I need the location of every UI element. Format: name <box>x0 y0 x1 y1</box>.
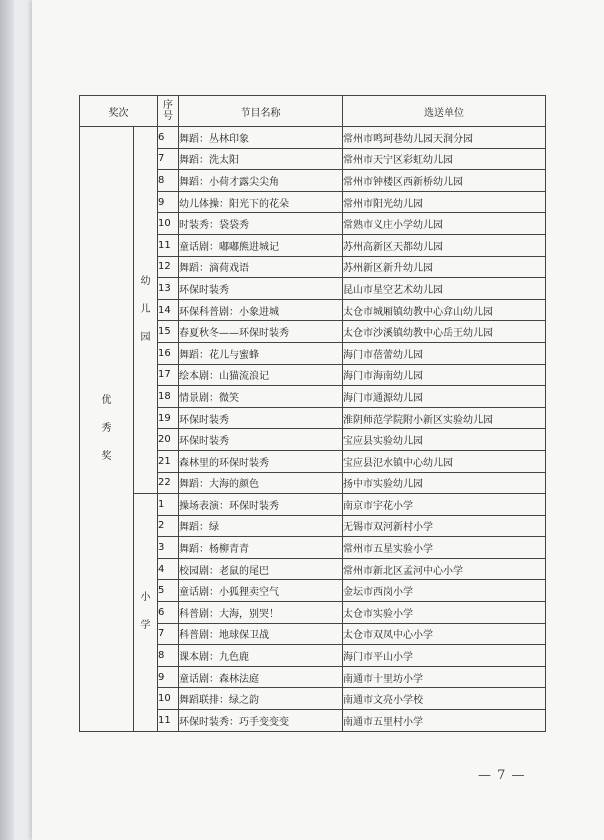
submitting-unit: 南通市文亮小学校 <box>343 688 546 710</box>
group-name-cell <box>134 494 158 732</box>
row-number: 5 <box>158 580 179 602</box>
row-number: 4 <box>158 558 179 580</box>
group-name-char: 小 <box>140 592 151 604</box>
submitting-unit: 常州市五星实验小学 <box>343 537 546 559</box>
submitting-unit: 南通市十里坊小学 <box>343 666 546 688</box>
row-number: 15 <box>158 321 179 343</box>
submitting-unit: 常州市新北区孟河中心小学 <box>343 558 546 580</box>
row-number: 17 <box>158 364 179 386</box>
submitting-unit: 常熟市义庄小学幼儿园 <box>343 213 546 235</box>
submitting-unit: 金坛市西岗小学 <box>343 580 546 602</box>
binding-shadow <box>0 0 14 840</box>
row-number: 20 <box>158 429 179 451</box>
table-body <box>80 127 546 732</box>
program-name: 绘本剧：山猫流浪记 <box>179 364 343 386</box>
row-number: 7 <box>158 148 179 170</box>
row-number: 9 <box>158 191 179 213</box>
submitting-unit: 宝应县氾水镇中心幼儿园 <box>343 450 546 472</box>
row-number: 19 <box>158 407 179 429</box>
program-name: 科普剧：地球保卫战 <box>179 623 343 645</box>
submitting-unit: 太仓市沙溪镇幼教中心岳王幼儿园 <box>343 321 546 343</box>
award-level-char: 优 <box>101 394 112 406</box>
submitting-unit: 太仓市城厢镇幼教中心弇山幼儿园 <box>343 299 546 321</box>
submitting-unit: 宝应县实验幼儿园 <box>343 429 546 451</box>
row-number: 12 <box>158 256 179 278</box>
unit-header: 选送单位 <box>343 96 546 127</box>
submitting-unit: 苏州新区新升幼儿园 <box>343 256 546 278</box>
program-name: 校园剧：老鼠的尾巴 <box>179 558 343 580</box>
number-header <box>158 96 179 127</box>
submitting-unit: 海门市平山小学 <box>343 645 546 667</box>
submitting-unit: 太仓市双凤中心小学 <box>343 623 546 645</box>
program-name: 环保时装秀：巧手变变变 <box>179 710 343 732</box>
submitting-unit: 淮阴师范学院附小新区实验幼儿园 <box>343 407 546 429</box>
submitting-unit: 扬中市实验幼儿园 <box>343 472 546 494</box>
row-number: 10 <box>158 213 179 235</box>
submitting-unit: 常州市阳光幼儿园 <box>343 191 546 213</box>
number-header-char: 号 <box>163 111 173 122</box>
submitting-unit: 海门市通源幼儿园 <box>343 386 546 408</box>
group-name-char: 儿 <box>140 304 151 316</box>
submitting-unit: 无锡市双河新村小学 <box>343 515 546 537</box>
program-name: 春夏秋冬——环保时装秀 <box>179 321 343 343</box>
program-name: 舞蹈联排：绿之韵 <box>179 688 343 710</box>
program-name: 舞蹈：杨柳青青 <box>179 537 343 559</box>
table-row <box>80 494 546 516</box>
program-name: 舞蹈：绿 <box>179 515 343 537</box>
submitting-unit: 南通市五里村小学 <box>343 710 546 732</box>
row-number: 9 <box>158 666 179 688</box>
row-number: 11 <box>158 710 179 732</box>
program-name: 舞蹈：小荷才露尖尖角 <box>179 170 343 192</box>
program-name: 童话剧：森林法庭 <box>179 666 343 688</box>
submitting-unit: 苏州高新区天都幼儿园 <box>343 234 546 256</box>
program-name: 操场表演：环保时装秀 <box>179 494 343 516</box>
row-number: 11 <box>158 234 179 256</box>
row-number: 3 <box>158 537 179 559</box>
row-number: 22 <box>158 472 179 494</box>
program-name: 科普剧：大海，别哭！ <box>179 602 343 624</box>
submitting-unit: 常州市钟楼区西新桥幼儿园 <box>343 170 546 192</box>
group-name-char: 幼 <box>140 276 151 288</box>
table-row <box>80 127 546 149</box>
award-level-cell <box>80 127 134 732</box>
submitting-unit: 太仓市实验小学 <box>343 602 546 624</box>
program-header: 节目名称 <box>179 96 343 127</box>
program-name: 舞蹈：洗太阳 <box>179 148 343 170</box>
row-number: 7 <box>158 623 179 645</box>
row-number: 14 <box>158 299 179 321</box>
group-name-char: 园 <box>140 332 151 344</box>
program-name: 森林里的环保时装秀 <box>179 450 343 472</box>
program-name: 环保时装秀 <box>179 407 343 429</box>
row-number: 10 <box>158 688 179 710</box>
row-number: 8 <box>158 170 179 192</box>
row-number: 13 <box>158 278 179 300</box>
row-number: 6 <box>158 602 179 624</box>
program-name: 童话剧：嘟嘟熊进城记 <box>179 234 343 256</box>
award-level-char: 奖 <box>101 450 112 462</box>
row-number: 1 <box>158 494 179 516</box>
program-name: 舞蹈：丛林印象 <box>179 127 343 149</box>
program-name: 环保时装秀 <box>179 429 343 451</box>
number-header-char: 序 <box>163 100 173 111</box>
row-number: 8 <box>158 645 179 667</box>
program-name: 环保科普剧：小象进城 <box>179 299 343 321</box>
group-name-char: 学 <box>140 620 151 632</box>
program-name: 舞蹈：滴荷戏语 <box>179 256 343 278</box>
program-name: 舞蹈：大海的颜色 <box>179 472 343 494</box>
header-row <box>80 96 546 127</box>
group-name-cell <box>134 127 158 494</box>
award-level-char: 秀 <box>101 422 112 434</box>
submitting-unit: 南京市宇花小学 <box>343 494 546 516</box>
submitting-unit: 常州市天宁区彩虹幼儿园 <box>343 148 546 170</box>
awards-table <box>79 95 546 732</box>
program-name: 环保时装秀 <box>179 278 343 300</box>
program-name: 时装秀：袋袋秀 <box>179 213 343 235</box>
page-number: — 7 — <box>478 768 526 783</box>
program-name: 情景剧：微笑 <box>179 386 343 408</box>
submitting-unit: 常州市鸣珂巷幼儿园天润分园 <box>343 127 546 149</box>
program-name: 童话剧：小狐狸卖空气 <box>179 580 343 602</box>
row-number: 16 <box>158 342 179 364</box>
program-name: 舞蹈：花儿与蜜蜂 <box>179 342 343 364</box>
program-name: 幼儿体操：阳光下的花朵 <box>179 191 343 213</box>
row-number: 6 <box>158 127 179 149</box>
submitting-unit: 海门市海南幼儿园 <box>343 364 546 386</box>
submitting-unit: 昆山市星空艺术幼儿园 <box>343 278 546 300</box>
row-number: 18 <box>158 386 179 408</box>
award-header: 奖次 <box>80 96 158 127</box>
row-number: 21 <box>158 450 179 472</box>
submitting-unit: 海门市蓓蕾幼儿园 <box>343 342 546 364</box>
row-number: 2 <box>158 515 179 537</box>
program-name: 课本剧：九色鹿 <box>179 645 343 667</box>
